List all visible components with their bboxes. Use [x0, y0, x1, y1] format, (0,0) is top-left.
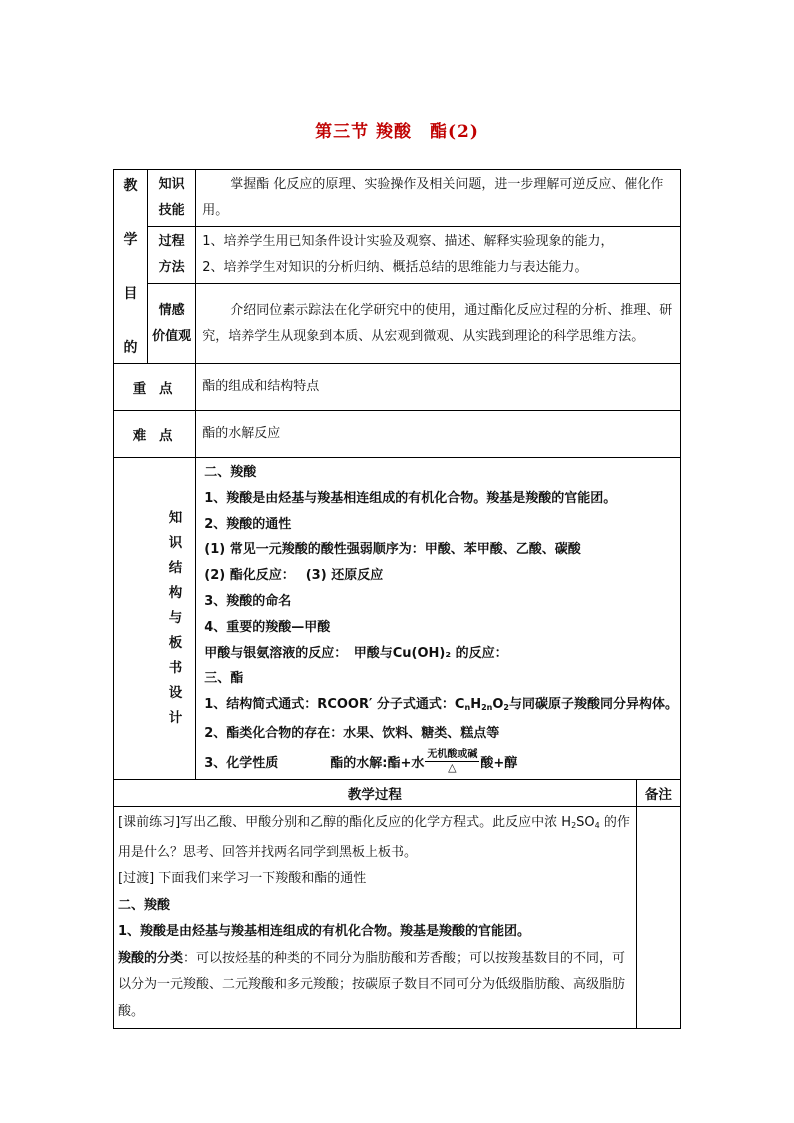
knowledge-label-char: 结 — [168, 560, 183, 576]
knowledge-label-char: 构 — [168, 585, 183, 601]
knowledge-line: (1) 常见一元羧酸的酸性强弱顺序为：甲酸、苯甲酸、乙酸、碳酸 — [204, 542, 581, 558]
lesson-plan-table — [113, 169, 681, 1029]
objectives-label-char: 教 — [123, 177, 138, 194]
process-text: 下面我们来学习一下羧酸和酯的通性 — [154, 871, 367, 886]
knowledge-label-char: 识 — [168, 535, 183, 551]
process-heading: 二、羧酸 — [118, 897, 171, 913]
process-tag: [课前练习] — [118, 815, 181, 830]
reaction-text: 酸+醇 — [480, 755, 518, 771]
label-line: 方法 — [158, 260, 185, 275]
knowledge-label-char: 设 — [168, 685, 183, 701]
reaction-condition-bottom: △ — [448, 760, 457, 774]
formula-text: O — [492, 697, 504, 713]
notes-header: 备注 — [636, 780, 680, 807]
formula-sub: n — [464, 703, 471, 713]
knowledge-line: 2、酯类化合物的存在：水果、饮料、糖类、糕点等 — [204, 725, 500, 741]
formula-sub: 2n — [481, 703, 493, 713]
formula-sub: 2 — [503, 703, 509, 713]
knowledge-skill-text — [196, 170, 681, 227]
difficult-point-text: 酯的水解反应 — [196, 411, 681, 458]
knowledge-skill-label — [148, 170, 196, 227]
label-line: 过程 — [158, 234, 185, 249]
knowledge-line: 4、重要的羧酸—甲酸 — [204, 619, 331, 635]
formula-text: H — [470, 697, 482, 713]
knowledge-label-char: 计 — [168, 710, 183, 726]
emotion-value-label — [148, 284, 196, 364]
emotion-value-text — [196, 284, 681, 364]
process-text: SO — [576, 815, 595, 830]
process-text: 写出乙酸、甲酸分别和乙醇的酯化反应的化学方程式。此反应中浓 H — [180, 815, 572, 830]
reaction-text: 3、化学性质 酯的水解:酯+水 — [204, 755, 425, 771]
knowledge-label-char: 书 — [168, 660, 183, 676]
emotion-value-content: 介绍同位素示踪法在化学研究中的使用，通过酯化反应过程的分析、推理、研究，培养学生从现象到本质、从宏观到微观、从实践到理论的科学思维方法。 — [202, 302, 673, 344]
knowledge-label-char: 与 — [168, 610, 183, 626]
label-line: 知识 — [158, 177, 185, 192]
knowledge-skill-content: 掌握酯 化反应的原理、实验操作及相关问题，进一步理解可逆反应、催化作用。 — [202, 177, 664, 218]
process-definition: 1、羧酸是由烃基与羧基相连组成的有机化合物。羧基是羧酸的官能团。 — [118, 924, 531, 939]
process-paragraph — [118, 810, 632, 866]
notes-cell — [636, 807, 680, 1029]
knowledge-label — [156, 506, 196, 731]
knowledge-label-cell — [114, 458, 196, 780]
knowledge-line: 3、羧酸的命名 — [204, 593, 292, 609]
process-method-text — [196, 227, 681, 284]
knowledge-line: 二、羧酸 — [204, 465, 257, 480]
objectives-label-char: 目 — [123, 285, 138, 302]
page-title: 第三节 羧酸 酯(2) — [315, 122, 479, 142]
knowledge-label-char: 知 — [168, 510, 183, 526]
knowledge-label-char: 板 — [168, 635, 183, 651]
process-method-line: 1、培养学生用已知条件设计实验及观察、描述、解释实验现象的能力， — [202, 234, 614, 249]
label-line: 价值观 — [152, 328, 192, 344]
key-point-text: 酯的组成和结构特点 — [196, 364, 681, 411]
process-paragraph — [118, 946, 632, 1026]
process-header: 教学过程 — [114, 780, 637, 807]
label-line: 情感 — [158, 302, 185, 318]
key-point-label: 重 点 — [114, 364, 196, 411]
objectives-label-char: 学 — [123, 231, 138, 248]
reaction-condition — [425, 749, 479, 774]
knowledge-line: 1、羧酸是由烃基与羧基相连组成的有机化合物。羧基是羧酸的官能团。 — [204, 490, 617, 506]
process-paragraph — [118, 866, 632, 893]
process-tag: 羧酸的分类 — [118, 950, 184, 966]
knowledge-content — [196, 458, 681, 780]
process-text: 的作用是什么？思考、回答并找两名同学到黑板上板书。 — [118, 815, 630, 860]
objectives-label-char: 的 — [123, 339, 138, 356]
knowledge-line: 2、羧酸的通性 — [204, 516, 292, 532]
reaction-line — [204, 748, 672, 777]
knowledge-line: 三、酯 — [204, 671, 244, 687]
formula-sub: 2 — [571, 821, 577, 830]
reaction-condition-top: 无机酸或碱 — [427, 748, 478, 760]
formula-text: 与同碳原子羧酸同分异构体。 — [508, 697, 678, 713]
formula-line — [204, 692, 678, 721]
process-method-label — [148, 227, 196, 284]
process-tag: [过渡] — [118, 871, 155, 886]
formula-text: 1、结构简式通式：RCOOR′ 分子式通式：C — [204, 697, 465, 713]
process-method-line: 2、培养学生对知识的分析归纳、概括总结的思维能力与表达能力。 — [202, 260, 588, 275]
process-content — [114, 807, 637, 1029]
formula-sub: 4 — [594, 821, 600, 830]
label-line: 技能 — [158, 203, 185, 218]
process-text: ：可以按烃基的种类的不同分为脂肪酸和芳香酸；可以按羧基数目的不同，可以分为一元羧酸、二元羧酸和多元羧酸；按碳原子数目不同可分为低级脂肪酸、高级脂肪酸。 — [118, 950, 626, 1019]
knowledge-line: (2) 酯化反应： (3) 还原反应 — [204, 568, 384, 584]
objectives-label — [114, 170, 148, 364]
knowledge-line: 甲酸与银氨溶液的反应： 甲酸与Cu(OH)₂ 的反应： — [204, 645, 508, 661]
difficult-point-label: 难 点 — [114, 411, 196, 458]
